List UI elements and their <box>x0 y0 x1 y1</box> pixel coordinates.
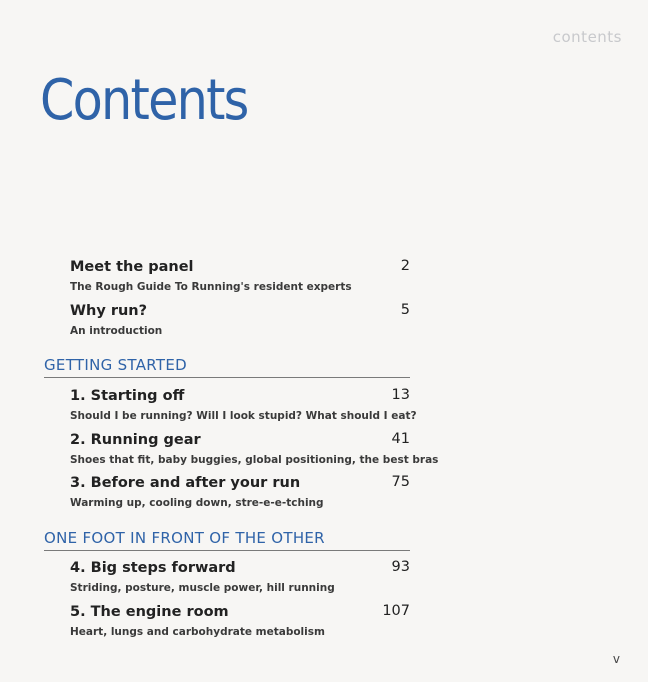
section-header-one-foot <box>44 529 410 551</box>
entry-subtitle: An introduction <box>70 325 163 337</box>
entry-subtitle: Shoes that fit, baby buggies, global positioning, the best bras <box>70 454 439 466</box>
entry-title: Why run? <box>70 303 148 319</box>
section-title: GETTING STARTED <box>44 356 188 374</box>
running-header: contents <box>552 28 622 46</box>
toc-entry-why-run[interactable] <box>70 302 410 338</box>
entry-page-number: 75 <box>391 474 410 490</box>
entry-page-number: 41 <box>391 431 410 447</box>
toc-entry-starting-off[interactable] <box>70 387 417 423</box>
toc-entry-meet-the-panel[interactable] <box>70 258 410 294</box>
toc-entry-running-gear[interactable] <box>70 431 439 467</box>
entry-page-number: 5 <box>400 302 410 318</box>
entry-title: 5. The engine room <box>70 604 229 620</box>
entry-subtitle: The Rough Guide To Running's resident experts <box>70 281 352 293</box>
entry-page-number: 93 <box>391 559 410 575</box>
entry-subtitle: Warming up, cooling down, stre-e-e-tching <box>70 497 324 509</box>
entry-page-number: 2 <box>400 258 410 274</box>
entry-title: 3. Before and after your run <box>70 475 301 491</box>
section-divider <box>44 377 410 378</box>
entry-page-number: 13 <box>391 387 410 403</box>
section-divider <box>44 550 410 551</box>
page-number: v <box>612 652 620 666</box>
toc-entry-engine-room[interactable] <box>70 603 410 639</box>
entry-title: 1. Starting off <box>70 388 185 404</box>
section-header-getting-started <box>44 356 410 378</box>
toc-entry-big-steps-forward[interactable] <box>70 559 410 595</box>
toc-entry-before-and-after[interactable] <box>70 474 410 510</box>
entry-title: 2. Running gear <box>70 432 201 448</box>
entry-subtitle: Striding, posture, muscle power, hill running <box>70 582 335 594</box>
entry-subtitle: Heart, lungs and carbohydrate metabolism <box>70 626 325 638</box>
show-through-text <box>270 86 274 101</box>
section-title: ONE FOOT IN FRONT OF THE OTHER <box>44 529 325 547</box>
page-title: Contents <box>40 68 248 133</box>
entry-page-number: 107 <box>382 603 410 619</box>
entry-title: 4. Big steps forward <box>70 560 236 576</box>
entry-subtitle: Should I be running? Will I look stupid? What should I eat? <box>70 410 417 422</box>
entry-title: Meet the panel <box>70 259 194 275</box>
